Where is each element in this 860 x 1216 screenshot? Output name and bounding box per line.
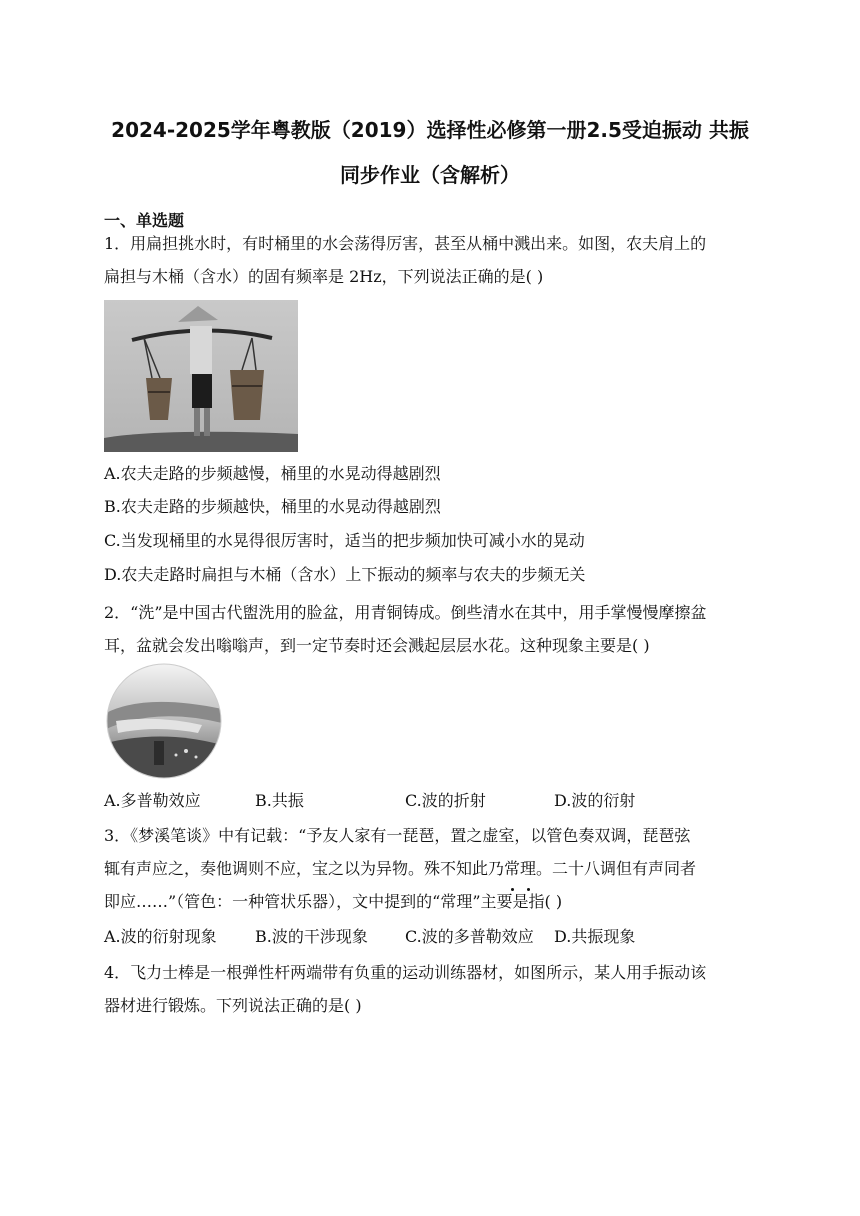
title-line-1: 2024-2025学年粤教版（2019）选择性必修第一册2.5受迫振动 共振 [111, 118, 749, 142]
question-1-option-b: B.农夫走路的步频越快，桶里的水晃动得越剧烈 [104, 497, 441, 516]
question-1-stem [104, 227, 756, 293]
section-heading: 一、单选题 [104, 211, 185, 230]
question-1-line-2: 扁担与木桶（含水）的固有频率是 2Hz，下列说法正确的是( ) [104, 267, 544, 286]
question-3-line-2-end: 。二十八调但有声同者 [536, 859, 697, 878]
question-2-stem [104, 596, 756, 662]
question-2-option-a: A.多普勒效应 [104, 791, 201, 810]
question-1-line-1: 1．用扁担挑水时，有时桶里的水会荡得厉害，甚至从桶中溅出来。如图，农夫肩上的 [104, 234, 707, 253]
question-3-line-2 [104, 852, 756, 885]
question-1-option-d: D.农夫走路时扁担与木桶（含水）上下振动的频率与农夫的步频无关 [104, 565, 586, 584]
question-3-option-d: D.共振现象 [554, 927, 636, 946]
question-4-line-2: 器材进行锻炼。下列说法正确的是( ) [104, 996, 362, 1015]
emphasis-char-2: 理 [520, 852, 536, 885]
question-3-line-1: 3．《梦溪笔谈》中有记载：“予友人家有一琵琶，置之虚室，以管色奏双调，琵琶弦 [104, 826, 691, 845]
question-3-stem [104, 819, 756, 918]
question-3-line-2-start: 辄有声应之，奏他调则不应，宝之以为异物。殊不知此乃 [104, 859, 505, 878]
question-3-option-b: B.波的干涉现象 [255, 927, 368, 946]
question-4-stem [104, 956, 756, 1022]
question-2-line-2: 耳，盆就会发出嗡嗡声，到一定节奏时还会溅起层层水花。这种现象主要是( ) [104, 636, 650, 655]
question-3-line-3: 即应……”（管色：一种管状乐器），文中提到的“常理”主要是指( ) [104, 892, 563, 911]
question-3-option-a: A.波的衍射现象 [104, 927, 217, 946]
question-3-option-c: C.波的多普勒效应 [405, 927, 534, 946]
emphasis-char-1: 常 [504, 852, 520, 885]
question-4-line-1: 4．飞力士棒是一根弹性杆两端带有负重的运动训练器材，如图所示，某人用手振动该 [104, 963, 707, 982]
bronze-basin-image [106, 663, 222, 779]
question-2-option-b: B.共振 [255, 791, 304, 810]
document-title [60, 108, 800, 198]
question-1-option-c: C.当发现桶里的水晃得很厉害时，适当的把步频加快可减小水的晃动 [104, 531, 585, 550]
question-1-option-a: A.农夫走路的步频越慢，桶里的水晃动得越剧烈 [104, 464, 441, 483]
farmer-carrying-water-image [104, 300, 298, 452]
question-2-option-c: C.波的折射 [405, 791, 486, 810]
title-line-2: 同步作业（含解析） [340, 163, 520, 187]
question-2-line-1: 2．“洗”是中国古代盥洗用的脸盆，用青铜铸成。倒些清水在其中，用手掌慢慢摩擦盆 [104, 603, 707, 622]
question-2-option-d: D.波的衍射 [554, 791, 636, 810]
